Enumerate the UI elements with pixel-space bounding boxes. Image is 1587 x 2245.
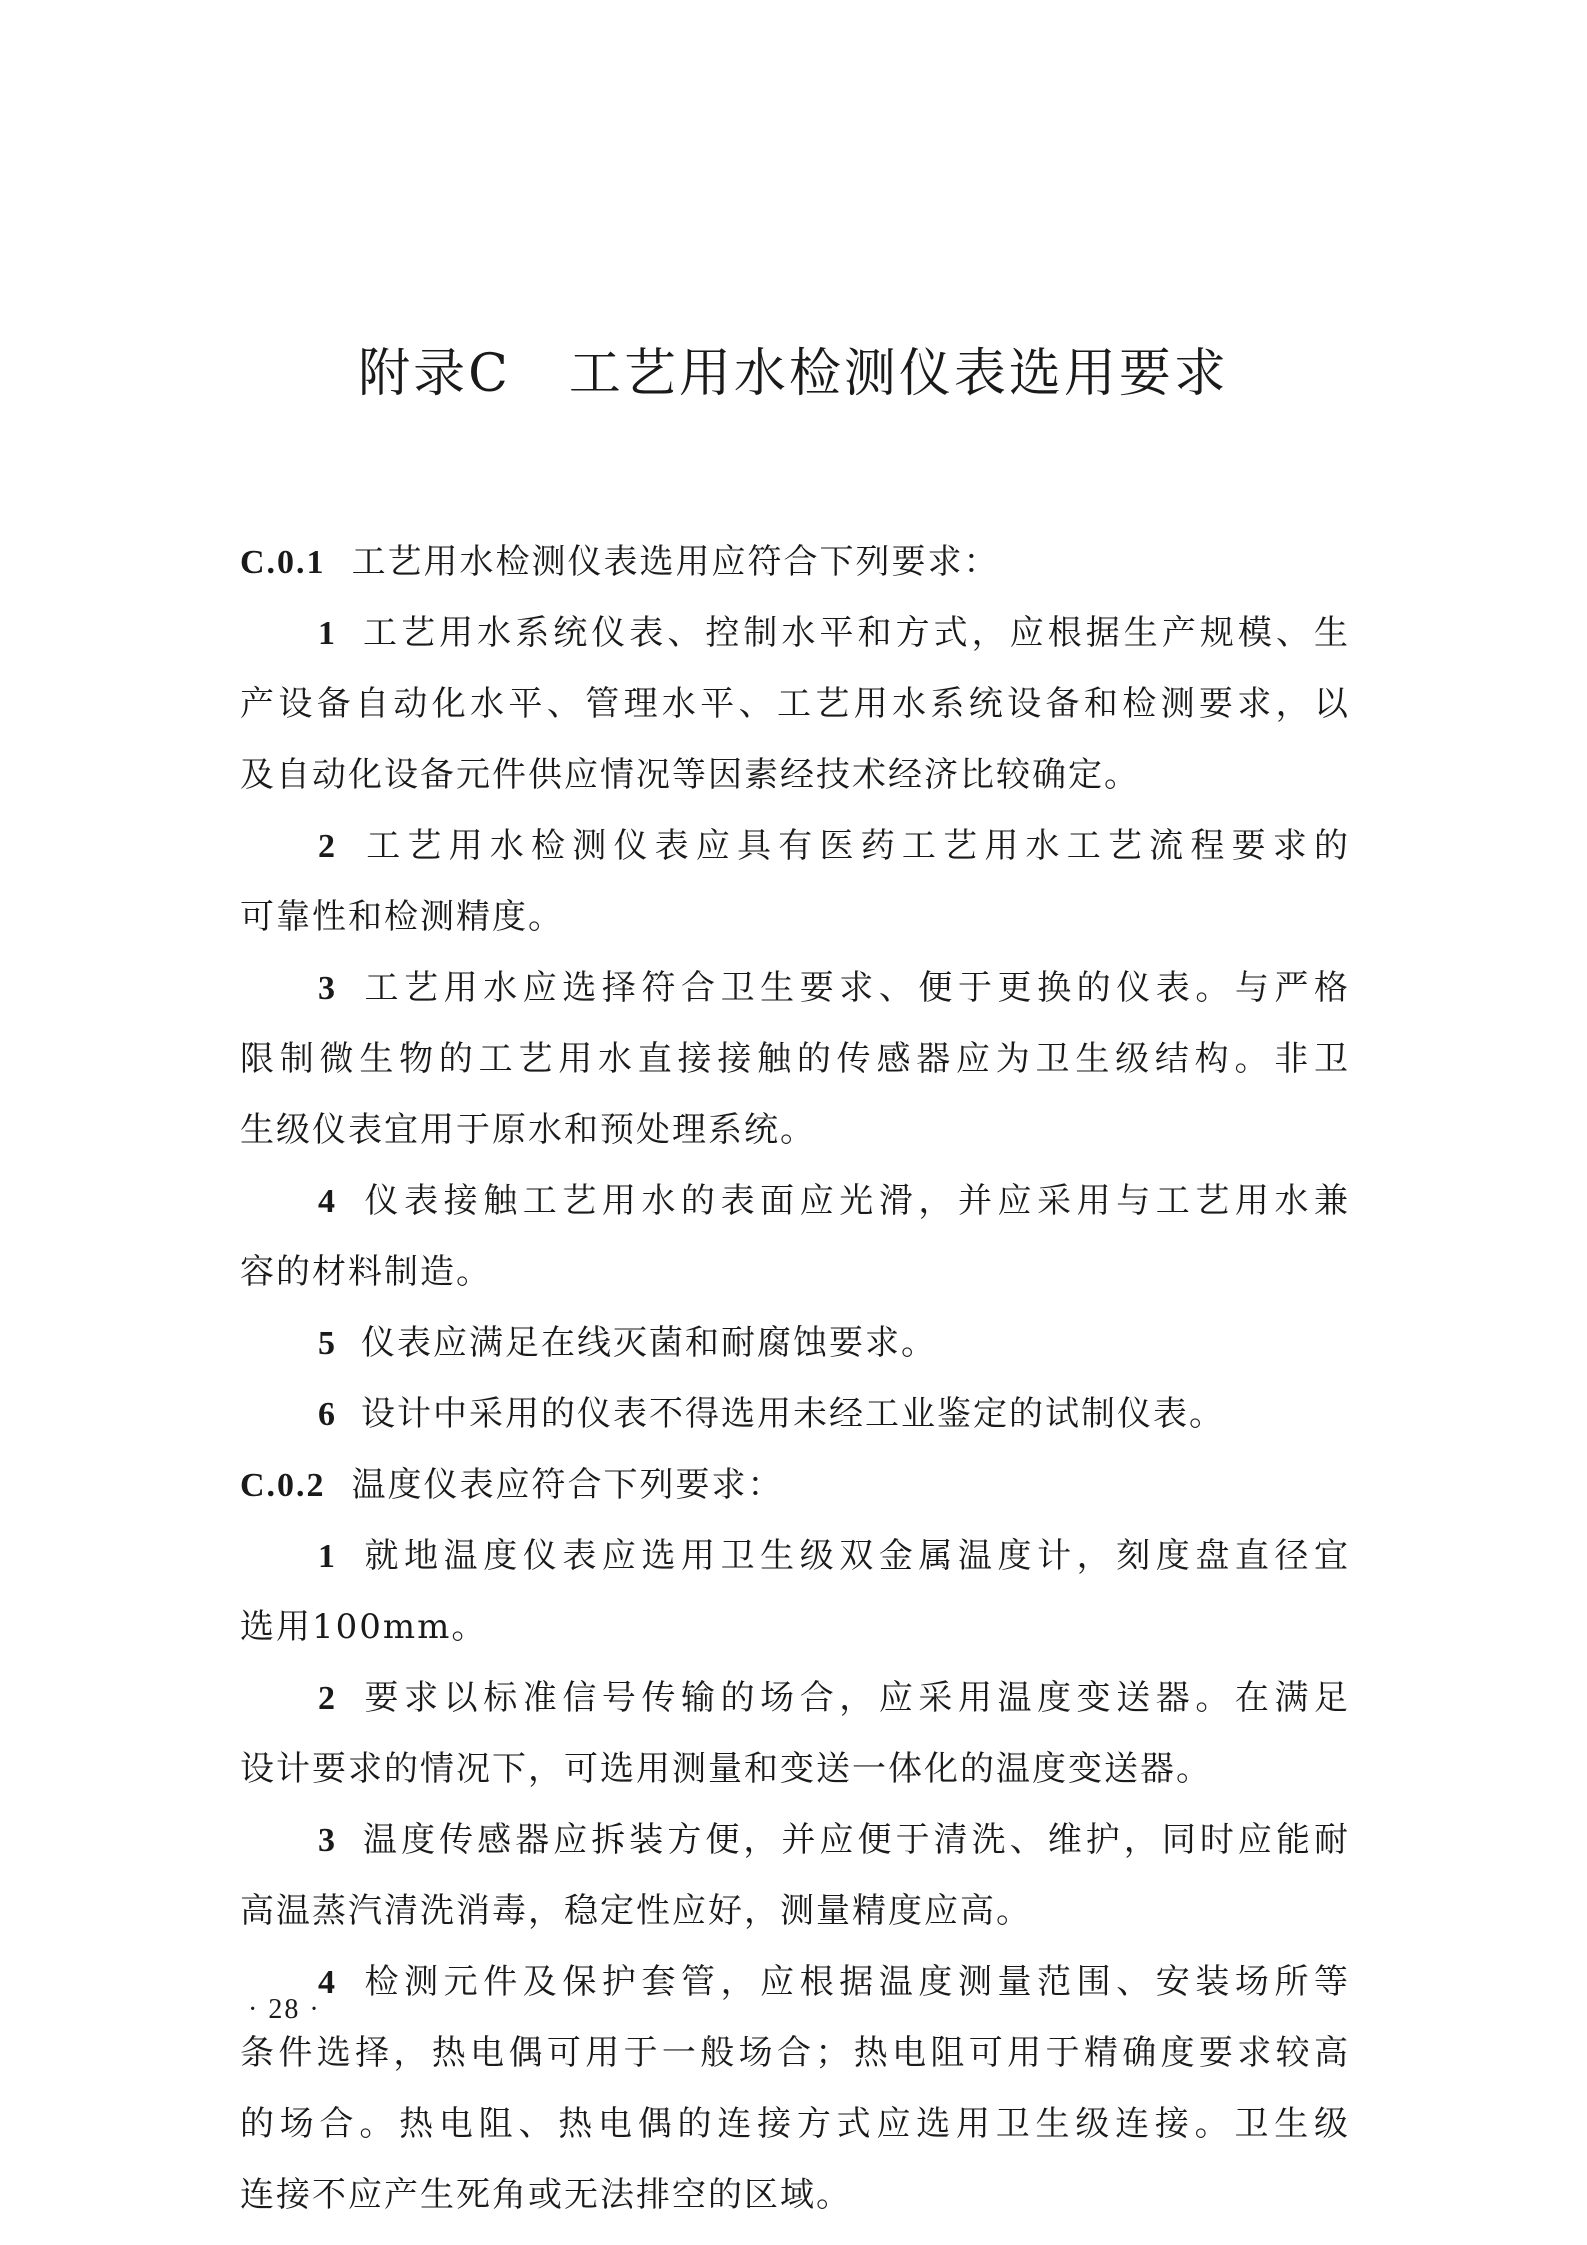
clause-item-1 xyxy=(240,1521,1350,1663)
item-line: 的场合。热电阻、热电偶的连接方式应选用卫生级连接。卫生级 xyxy=(240,2104,1350,2144)
item-line: 容的材料制造。 xyxy=(240,1252,492,1292)
clause-item-2 xyxy=(240,1663,1350,1805)
item-line: 及自动化设备元件供应情况等因素经技术经济比较确定。 xyxy=(240,755,1140,795)
item-line xyxy=(240,1521,1350,1592)
item-line: 生级仪表宜用于原水和预处理系统。 xyxy=(240,1110,816,1150)
clause-item-3 xyxy=(240,953,1350,1166)
item-line: 条件选择，热电偶可用于一般场合；热电阻可用于精确度要求较高 xyxy=(240,2033,1350,2073)
item-number: 1 xyxy=(318,1538,337,1575)
item-line xyxy=(240,1663,1350,1734)
item-line xyxy=(240,811,1350,882)
item-number: 2 xyxy=(318,828,337,865)
item-line xyxy=(240,1947,1350,2018)
item-text: 检测元件及保护套管，应根据温度测量范围、安装场所等 xyxy=(361,1962,1350,2002)
clause-item-4 xyxy=(240,1947,1350,2231)
clause-item-4 xyxy=(240,1166,1350,1308)
item-line xyxy=(240,953,1350,1024)
item-text: 就地温度仪表应选用卫生级双金属温度计，刻度盘直径宜 xyxy=(361,1536,1350,1576)
item-number: 2 xyxy=(318,1680,337,1717)
appendix-label: 附录C xyxy=(358,344,511,404)
clause-heading-text: 工艺用水检测仪表选用应符合下列要求： xyxy=(351,542,1000,582)
item-line xyxy=(240,1805,1350,1876)
item-number: 1 xyxy=(318,615,337,652)
item-number: 5 xyxy=(318,1325,337,1362)
item-text: 温度传感器应拆装方便，并应便于清洗、维护，同时应能耐 xyxy=(361,1820,1350,1860)
item-line: 限制微生物的工艺用水直接接触的传感器应为卫生级结构。非卫 xyxy=(240,1039,1350,1079)
item-number: 6 xyxy=(318,1396,337,1433)
item-line xyxy=(240,598,1350,669)
item-text: 要求以标准信号传输的场合，应采用温度变送器。在满足 xyxy=(361,1678,1350,1718)
item-number: 4 xyxy=(318,1183,337,1220)
item-number: 3 xyxy=(318,1822,337,1859)
clause-c-0-1 xyxy=(240,527,1350,1450)
clause-item-5 xyxy=(240,1308,1350,1379)
clause-item-6 xyxy=(240,1379,1350,1450)
clause-item-1 xyxy=(240,598,1350,811)
item-line: 可靠性和检测精度。 xyxy=(240,897,564,937)
item-text: 仪表应满足在线灭菌和耐腐蚀要求。 xyxy=(361,1323,937,1363)
item-line: 选用100mm。 xyxy=(240,1607,488,1647)
item-text: 设计中采用的仪表不得选用未经工业鉴定的试制仪表。 xyxy=(361,1394,1225,1434)
clause-heading xyxy=(240,527,1350,598)
item-line xyxy=(240,1308,1350,1379)
appendix-title xyxy=(0,336,1587,412)
clause-item-3 xyxy=(240,1805,1350,1947)
item-number: 3 xyxy=(318,970,337,1007)
item-line: 高温蒸汽清洗消毒，稳定性应好，测量精度应高。 xyxy=(240,1891,1032,1931)
item-text: 工艺用水系统仪表、控制水平和方式，应根据生产规模、生 xyxy=(361,613,1350,653)
item-line xyxy=(240,1379,1350,1450)
item-line: 连接不应产生死角或无法排空的区域。 xyxy=(240,2175,852,2215)
clause-heading-text: 温度仪表应符合下列要求： xyxy=(351,1465,784,1505)
item-line xyxy=(240,1166,1350,1237)
item-line: 设计要求的情况下，可选用测量和变送一体化的温度变送器。 xyxy=(240,1749,1212,1789)
clause-heading xyxy=(240,1450,1350,1521)
item-text: 工艺用水检测仪表应具有医药工艺用水工艺流程要求的 xyxy=(361,826,1350,866)
clause-number: C.0.2 xyxy=(240,1467,326,1504)
clause-number: C.0.1 xyxy=(240,544,326,581)
clause-item-2 xyxy=(240,811,1350,953)
appendix-name: 工艺用水检测仪表选用要求 xyxy=(568,344,1229,404)
item-number: 4 xyxy=(318,1964,337,2001)
clause-content xyxy=(240,527,1350,2231)
item-line: 产设备自动化水平、管理水平、工艺用水系统设备和检测要求，以 xyxy=(240,684,1350,724)
clause-c-0-2 xyxy=(240,1450,1350,2231)
item-text: 工艺用水应选择符合卫生要求、便于更换的仪表。与严格 xyxy=(361,968,1350,1008)
item-text: 仪表接触工艺用水的表面应光滑，并应采用与工艺用水兼 xyxy=(361,1181,1350,1221)
page-number: · 28 · xyxy=(248,1994,321,2025)
